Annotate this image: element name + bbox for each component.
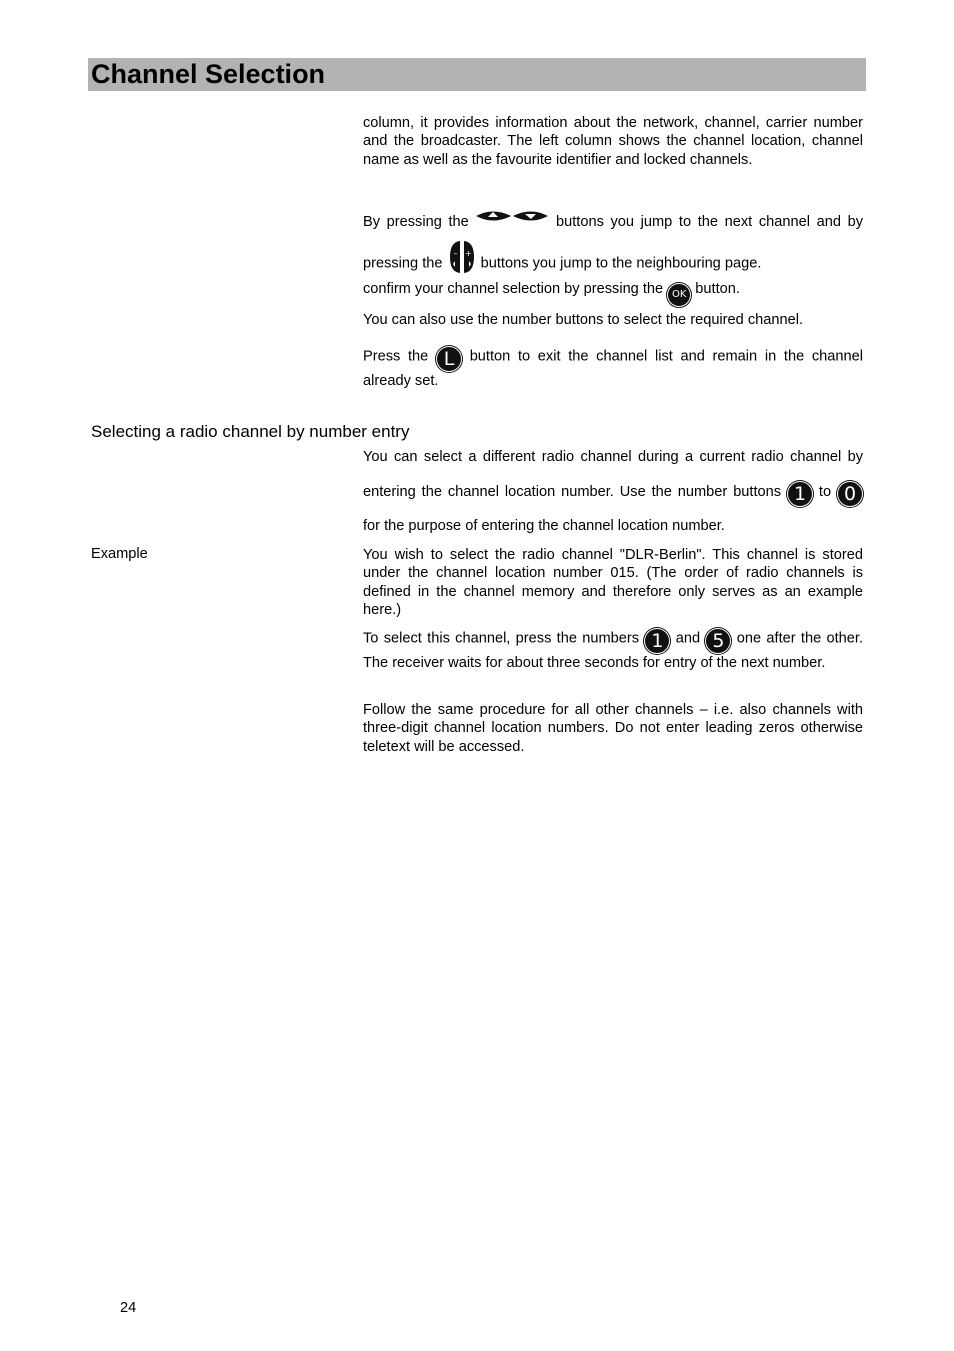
page-title: Channel Selection — [91, 59, 326, 89]
example-text-3: Follow the same procedure for all other channels – i.e. also channels with three-digit channel location numbers. Do not enter leading zeros otherwise teletext will be accessed. — [363, 702, 863, 755]
ok-button-icon: OK — [667, 283, 691, 307]
page-number: 24 — [120, 1300, 137, 1316]
number-buttons-text: You can also use the number buttons to select the required channel. — [363, 312, 803, 328]
exit-button-icon: L — [436, 346, 462, 372]
svg-text:–: – — [453, 249, 458, 259]
exit-text: Press the L button to exit the channel list and remain in the channel already set. — [363, 347, 863, 389]
example-paragraph-2 — [363, 628, 863, 672]
number-five-button-icon: 5 — [705, 628, 731, 654]
header-bar — [88, 58, 866, 91]
up-down-buttons-icon — [475, 205, 549, 239]
number-zero-button-icon: 0 — [837, 481, 863, 507]
radio-intro-text: You can select a different radio channel during a current radio channel by entering the channel location number. Use the number buttons 1 to 0 for the purpose of entering the channel location number. — [363, 449, 863, 534]
intro-paragraph-1: column, it provides information about the network, channel, carrier number and the broadcaster. The left column shows the channel location, channel name as well as the favourite identifier and locked channels. — [363, 115, 863, 168]
navigation-text: By pressing the buttons you jump to the next channel and by pressing the – + buttons you jump to the neighbouring page. — [363, 205, 863, 288]
radio-section-heading: Selecting a radio channel by number entry — [91, 422, 410, 441]
example-label: Example — [91, 546, 148, 562]
confirm-text: confirm your channel selection by pressing the OK button. — [363, 274, 863, 307]
number-buttons-paragraph — [363, 311, 863, 329]
number-one-button-icon: 1 — [644, 628, 670, 654]
number-one-button-icon: 1 — [787, 481, 813, 507]
radio-intro-paragraph — [363, 448, 863, 544]
confirm-paragraph — [363, 274, 863, 307]
example-text-1: You wish to select the radio channel "DLR-Berlin". This channel is stored under the channel location number 015. (The order of radio channels is defined in the channel memory and therefore only serves as an example here.) — [363, 547, 863, 619]
intro-column — [363, 114, 863, 169]
example-paragraph-1 — [363, 546, 863, 620]
svg-text:+: + — [464, 249, 472, 259]
exit-paragraph — [363, 346, 863, 391]
example-paragraph-3 — [363, 701, 863, 756]
example-text-2: To select this channel, press the numbers 1 and 5 one after the other. The receiver waits for about three seconds for entry of the next number. — [363, 629, 864, 671]
